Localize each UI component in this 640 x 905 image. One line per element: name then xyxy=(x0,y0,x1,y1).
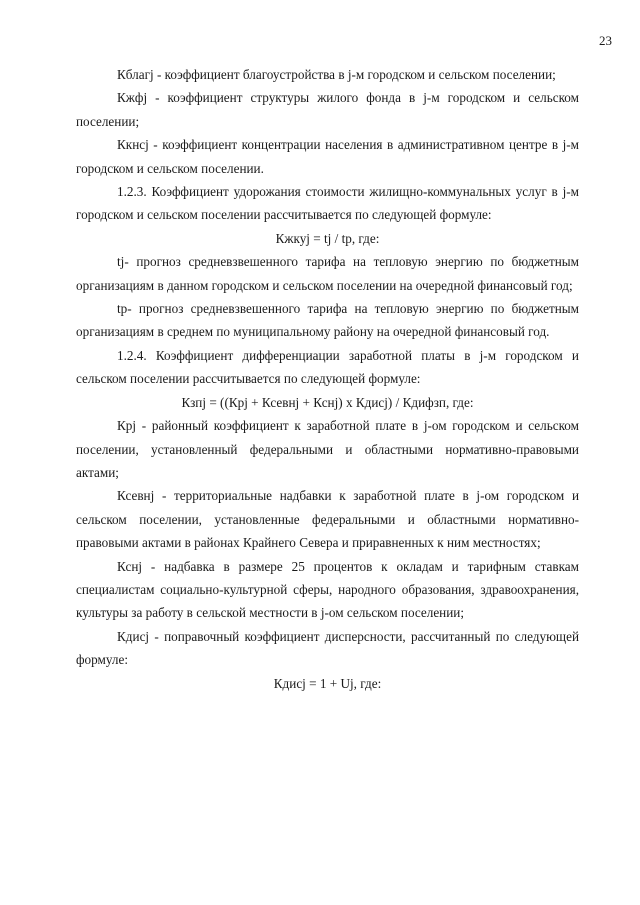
paragraph-kdis-definition: Кдисj - поправочный коэффициент дисперсности, рассчитанный по следующей формуле: xyxy=(76,628,579,668)
paragraph-kblag-definition: Кблагj - коэффициент благоустройства в j-м городском и сельском поселении; xyxy=(117,67,556,82)
formula-kzhku: Кжкуj = tj / tр, где: xyxy=(275,230,380,246)
paragraph-krj-definition: Крj - районный коэффициент к заработной плате в j-ом городском и сельском поселении, установленный федеральными и областными нормативно-правовыми актами; xyxy=(76,418,579,480)
paragraph-tr-definition: tр- прогноз средневзвешенного тарифа на тепловую энергию по бюджетным организациям в среднем по муниципальному району на очередной финансовый год. xyxy=(76,301,579,340)
paragraph-kzhf-definition: Кжфj - коэффициент структуры жилого фонда в j-м городском и сельском поселении; xyxy=(76,90,579,129)
paragraph-section-1-2-4: 1.2.4. Коэффициент дифференциации заработной платы в j-м городском и сельском поселении рассчитывается по следующей формуле: xyxy=(76,347,579,387)
paragraph-ksn-definition: Кснj - надбавка в размере 25 процентов к окладам и тарифным ставкам специалистам социально-культурной сферы, народного образования, здравоохранения, культуры за работу в сельской местности в j-ом сельском поселении; xyxy=(76,558,579,621)
paragraph-kkns-definition: Ккнсj - коэффициент концентрации населения в административном центре в j-м городском и сельском поселении. xyxy=(76,137,579,176)
formula-kzp: Кзпj = ((Крj + Ксевнj + Кснj) х Кдисj) / Кдифзп, где: xyxy=(181,394,474,410)
paragraph-section-1-2-3: 1.2.3. Коэффициент удорожания стоимости жилищно-коммунальных услуг в j-м городском и сельском поселении рассчитывается по следующей формуле: xyxy=(76,184,579,223)
page-number: 23 xyxy=(599,33,612,48)
formula-kdis: Кдисj = 1 + Uj, где: xyxy=(273,675,382,691)
paragraph-tj-definition: tj- прогноз средневзвешенного тарифа на тепловую энергию по бюджетным организациям в данном городском и сельском поселении на очередной финансовый год; xyxy=(76,254,579,293)
paragraph-ksevn-definition: Ксевнj - территориальные надбавки к заработной плате в j-ом городском и сельском поселении, установленные федеральными и областными нормативно-правовыми актами в районах Крайнего Севера и приравненных к ним местностях; xyxy=(76,488,579,551)
document-body xyxy=(76,63,579,695)
